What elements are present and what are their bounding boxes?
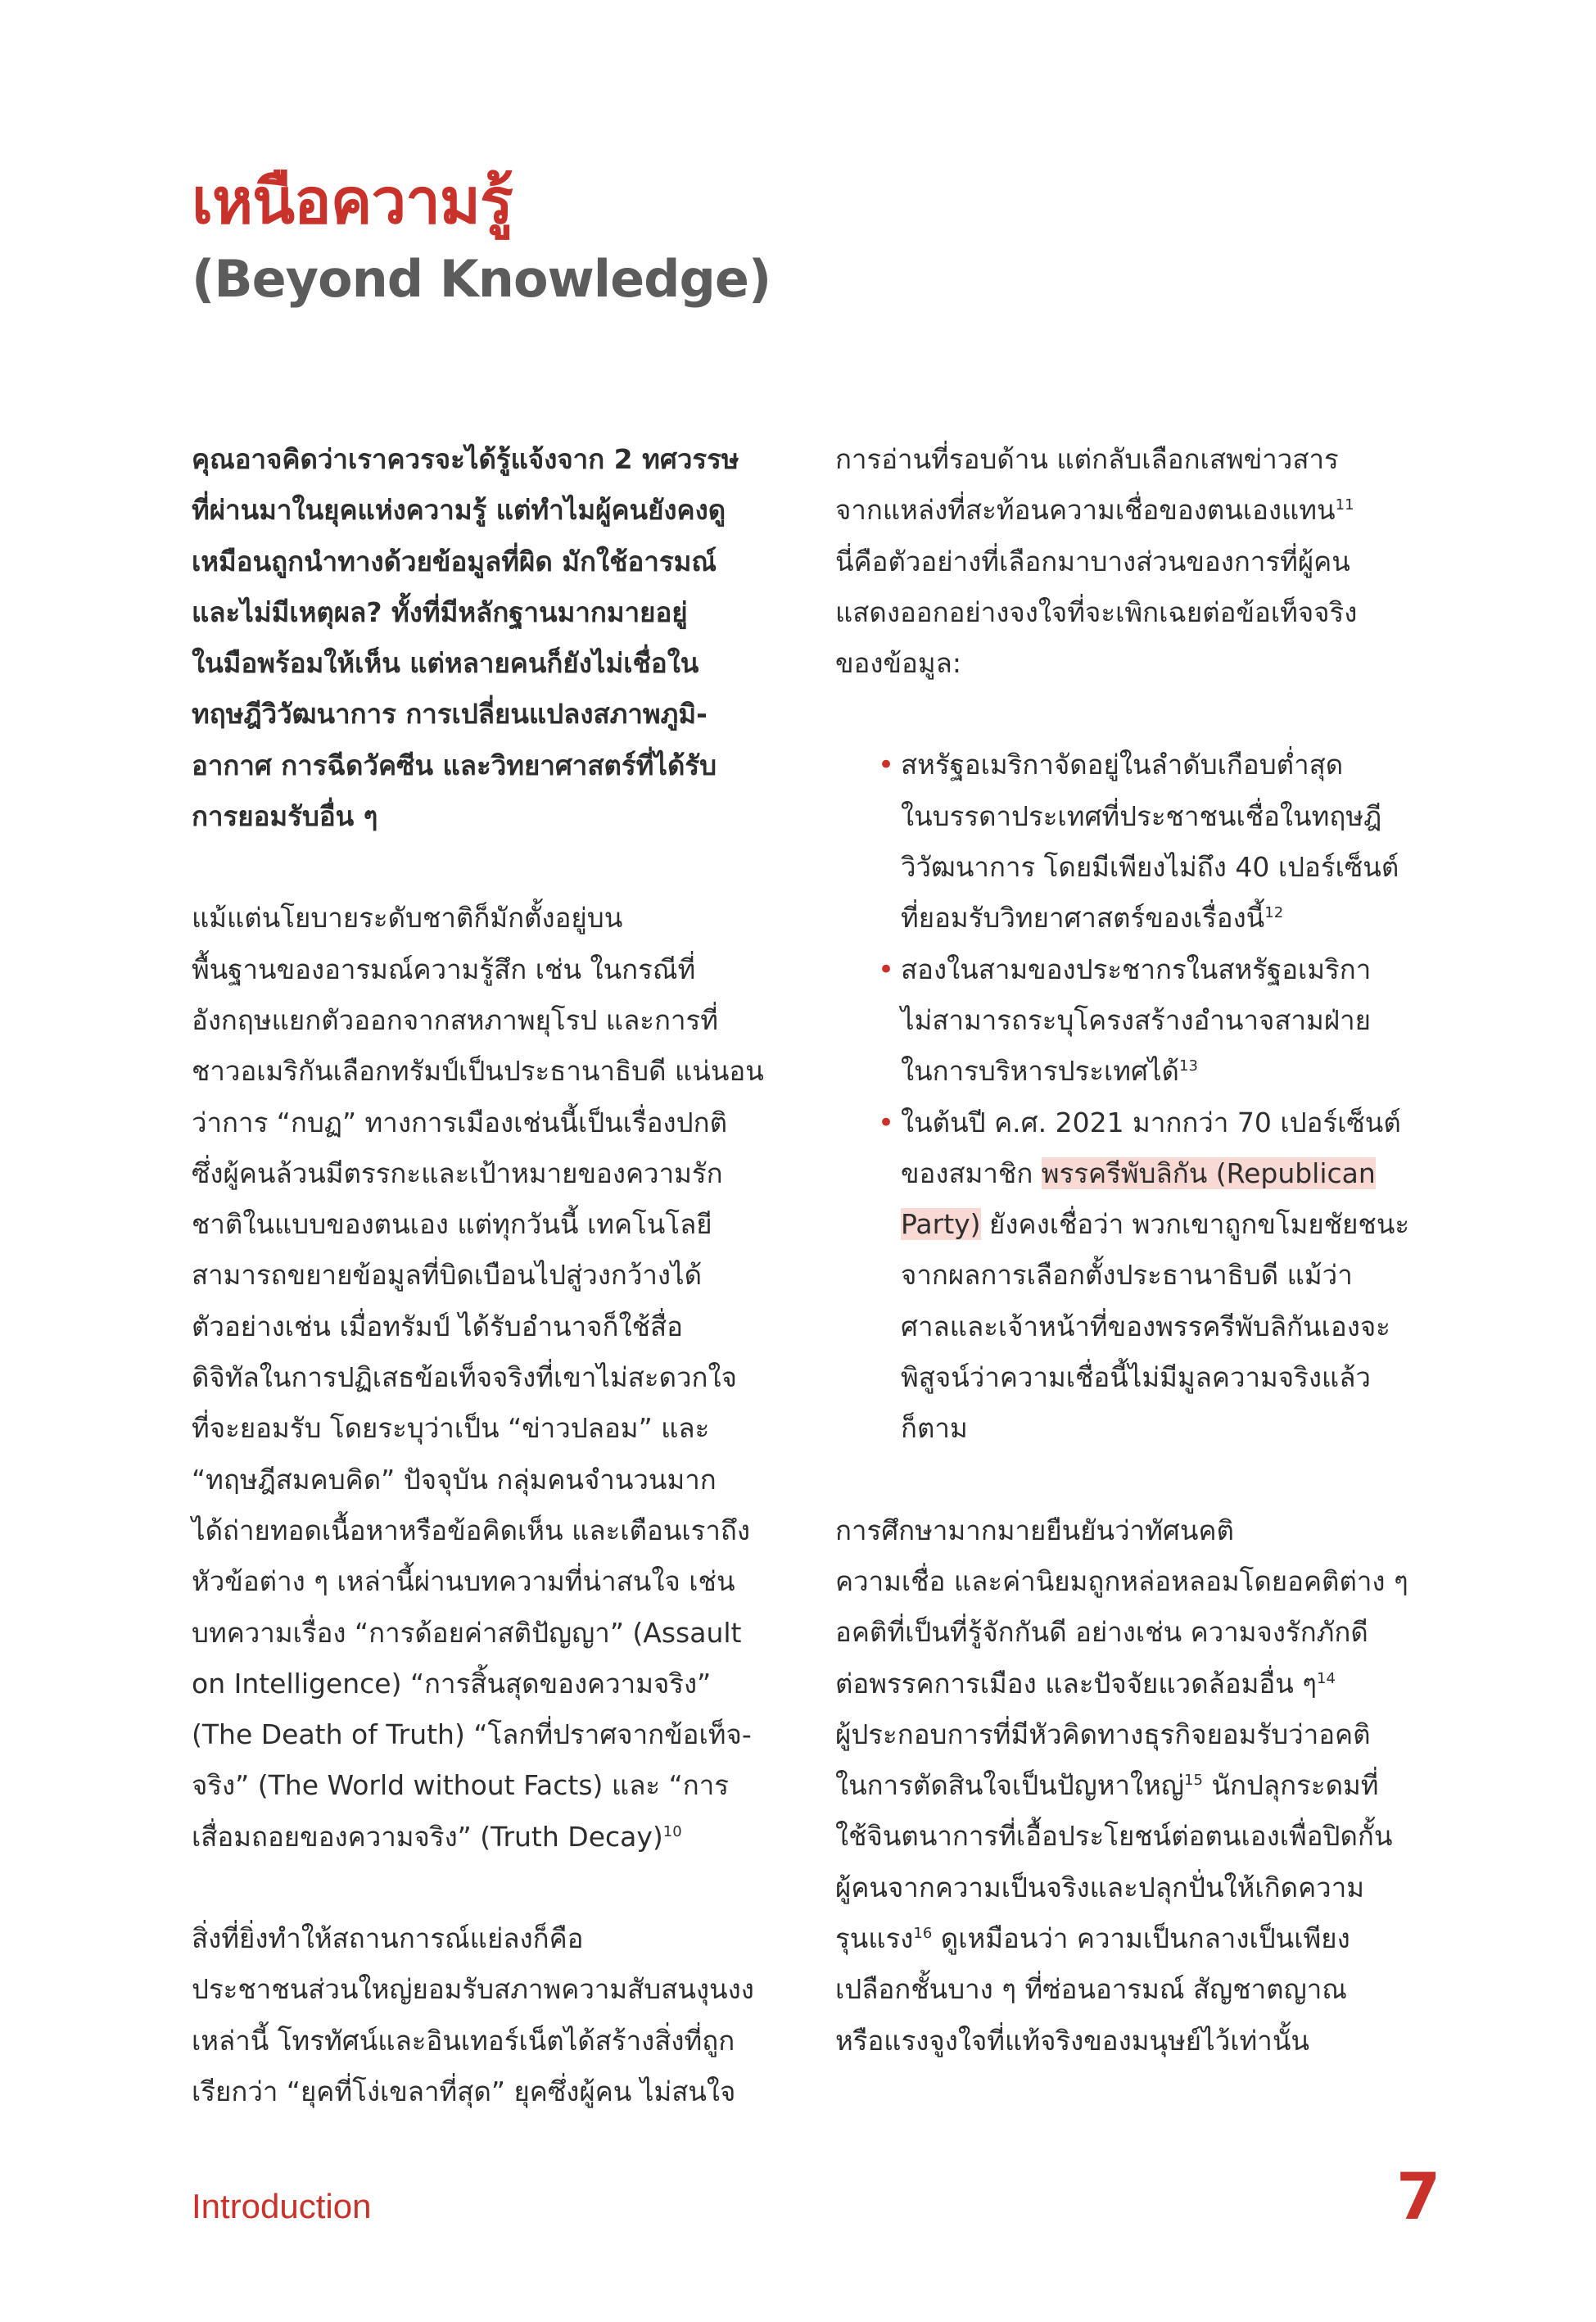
footnote-ref-13: 13 (1179, 1057, 1198, 1075)
paragraph-gap (192, 1863, 814, 1913)
page-title-thai: เหนือความรู้ (192, 165, 513, 238)
page-title-english: (Beyond Knowledge) (192, 249, 771, 309)
bias-text-a: การศึกษามากมายยืนยันว่าทัศนคติ ความเชื่อ และค่านิยมถูกหล่อหลอมโดยอคติต่าง ๆ อคติที่เป็นที่รู้จักกันดี อย่างเช่น ความจงรักภักดี ต่อพรรคการเมือง และปัจจัยแวดล้อมอื่น ๆ (835, 1514, 1408, 1700)
paragraph-gap (835, 689, 1466, 740)
left-column (192, 434, 814, 2117)
paragraph-gap (192, 842, 814, 893)
footnote-ref-16: 16 (913, 1925, 933, 1943)
bias-text-c: นักปลุกระดมที่ ใช้จินตนาการที่เอื้อประโยชน์ต่อตนเองเพื่อปิดกั้น ผู้คนจากความเป็นจริงและปลุกปั่นให้เกิดความ รุนแรง (835, 1769, 1393, 1955)
bullet-text: ในต้นปี ค.ศ. 2021 มากกว่า 70 เปอร์เซ็นต์ ของสมาชิก (901, 1106, 1401, 1189)
right-column (835, 434, 1466, 2066)
page-number: 7 (1396, 2161, 1441, 2234)
bullet-dot-icon: • (878, 953, 895, 986)
bias-text-d: ดูเหมือนว่า ความเป็นกลางเป็นเพียง เปลือกชั้นบาง ๆ ที่ซ่อนอารมณ์ สัญชาตญาณ หรือแรงจูงใจที่แท้จริงของมนุษย์ไว้เท่านั้น (835, 1922, 1350, 2057)
footnote-ref-11: 11 (1335, 496, 1354, 514)
bias-text-b: ผู้ประกอบการที่มีหัวคิดทางธุรกิจยอมรับว่าอคติ ในการตัดสินใจเป็นปัญหาใหญ่ (835, 1718, 1371, 1802)
facts-bullet-list (835, 740, 1466, 1454)
list-item (878, 944, 1466, 1098)
body-paragraph-reading (835, 434, 1466, 689)
footnote-ref-10: 10 (662, 1822, 682, 1840)
list-item (878, 1098, 1466, 1455)
bullet-dot-icon: • (878, 1106, 895, 1139)
bullet-text: สหรัฐอเมริกาจัดอยู่ในลำดับเกือบต่ำสุด ในบรรดาประเทศที่ประชาชนเชื่อในทฤษฎี วิวัฒนาการ โดยมีเพียงไม่ถึง 40 เปอร์เซ็นต์ ที่ยอมรับวิทยาศาสตร์ของเรื่องนี้ (901, 749, 1399, 935)
bullet-text-continued: ยังคงเชื่อว่า พวกเขาถูกขโมยชัยชนะ จากผลการเลือกตั้งประธานาธิบดี แม้ว่า ศาลและเจ้าหน้าที่ของพรรครีพับลิกันเองจะ พิสูจน์ว่าความเชื่อนี้ไม่มีมูลความจริงแล้ว ก็ตาม (901, 1208, 1410, 1445)
footnote-ref-12: 12 (1264, 904, 1284, 922)
list-item (878, 740, 1466, 944)
paragraph-gap (835, 1455, 1466, 1505)
bullet-text: สองในสามของประชากรในสหรัฐอเมริกา ไม่สามารถระบุโครงสร้างอำนาจสามฝ่าย ในการบริหารประเทศได้ (901, 953, 1372, 1088)
footnote-ref-15: 15 (1184, 1772, 1203, 1790)
intro-paragraph: คุณอาจคิดว่าเราควรจะได้รู้แจ้งจาก 2 ทศวรรษ ที่ผ่านมาในยุคแห่งความรู้ แต่ทำไมผู้คนยังคงดู เหมือนถูกนำทางด้วยข้อมูลที่ผิด มักใช้อารมณ์ และไม่มีเหตุผล? ทั้งที่มีหลักฐานมากมายอยู่ ในมือพร้อมให้เห็น แต่หลายคนก็ยังไม่เชื่อใน ทฤษฎีวิวัฒนาการ การเปลี่ยนแปลงสภาพภูมิ- อากาศ การฉีดวัคซีน และวิทยาศาสตร์ที่ได้รับ การยอมรับอื่น ๆ (192, 443, 739, 833)
highlighted-term-continued: Party) (901, 1208, 981, 1241)
body-paragraph-bias (835, 1505, 1466, 2066)
highlighted-term: พรรครีพับลิกัน (Republican (1041, 1156, 1376, 1189)
body-paragraph-reading-text: การอ่านที่รอบด้าน แต่กลับเลือกเสพข่าวสาร จากแหล่งที่สะท้อนความเชื่อของตนเองแทน (835, 443, 1339, 527)
body-paragraph-policy-text: แม้แต่นโยบายระดับชาติก็มักตั้งอยู่บน พื้นฐานของอารมณ์ความรู้สึก เช่น ในกรณีที่ อังกฤษแยกตัวออกจากสหภาพยุโรป และการที่ ชาวอเมริกันเลือกทรัมป์เป็นประธานาธิบดี แน่นอน ว่าการ “กบฏ” ทางการเมืองเช่นนี้เป็นเรื่องปกติ ซึ่งผู้คนล้วนมีตรรกะและเป้าหมายของความรัก ชาติในแบบของตนเอง แต่ทุกวันนี้ เทคโนโลยี สามารถขยายข้อมูลที่บิดเบือนไปสู่วงกว้างได้ ตัวอย่างเช่น เมื่อทรัมป์ ได้รับอำนาจก็ใช้สื่อ ดิจิทัลในการปฏิเสธข้อเท็จจริงที่เขาไม่สะดวกใจ ที่จะยอมรับ โดยระบุว่าเป็น “ข่าวปลอม” และ “ทฤษฎีสมคบคิด” ปัจจุบัน กลุ่มคนจำนวนมาก ได้ถ่ายทอดเนื้อหาหรือข้อคิดเห็น และเตือนเราถึง หัวข้อต่าง ๆ เหล่านี้ผ่านบทความที่น่าสนใจ เช่น บทความเรื่อง “การด้อยค่าสติปัญญา” (Assault on Intelligence) “การสิ้นสุดของความจริง” (The Death of Truth) “โลกที่ปราศจากข้อเท็จ- จริง” (The World without Facts) และ “การ เสื่อมถอยของความจริง” (Truth Decay) (192, 902, 764, 1853)
body-paragraph-reading-rest: นี่คือตัวอย่างที่เลือกมาบางส่วนของการที่ผู้คน แสดงออกอย่างจงใจที่จะเพิกเฉยต่อข้อเท็จจริง ของข้อมูล: (835, 545, 1358, 680)
footer-section-label: Introduction (192, 2187, 372, 2225)
body-paragraph-worse: สิ่งที่ยิ่งทำให้สถานการณ์แย่ลงก็คือ ประชาชนส่วนใหญ่ยอมรับสภาพความสับสนงุนงง เหล่านี้ โทรทัศน์และอินเทอร์เน็ตได้สร้างสิ่งที่ถูก เรียกว่า “ยุคที่โง่เขลาที่สุด” ยุคซึ่งผู้คน ไม่สนใจ (192, 1922, 754, 2107)
footnote-ref-14: 14 (1317, 1669, 1336, 1687)
body-paragraph-policy (192, 893, 814, 1863)
bullet-dot-icon: • (878, 749, 895, 782)
